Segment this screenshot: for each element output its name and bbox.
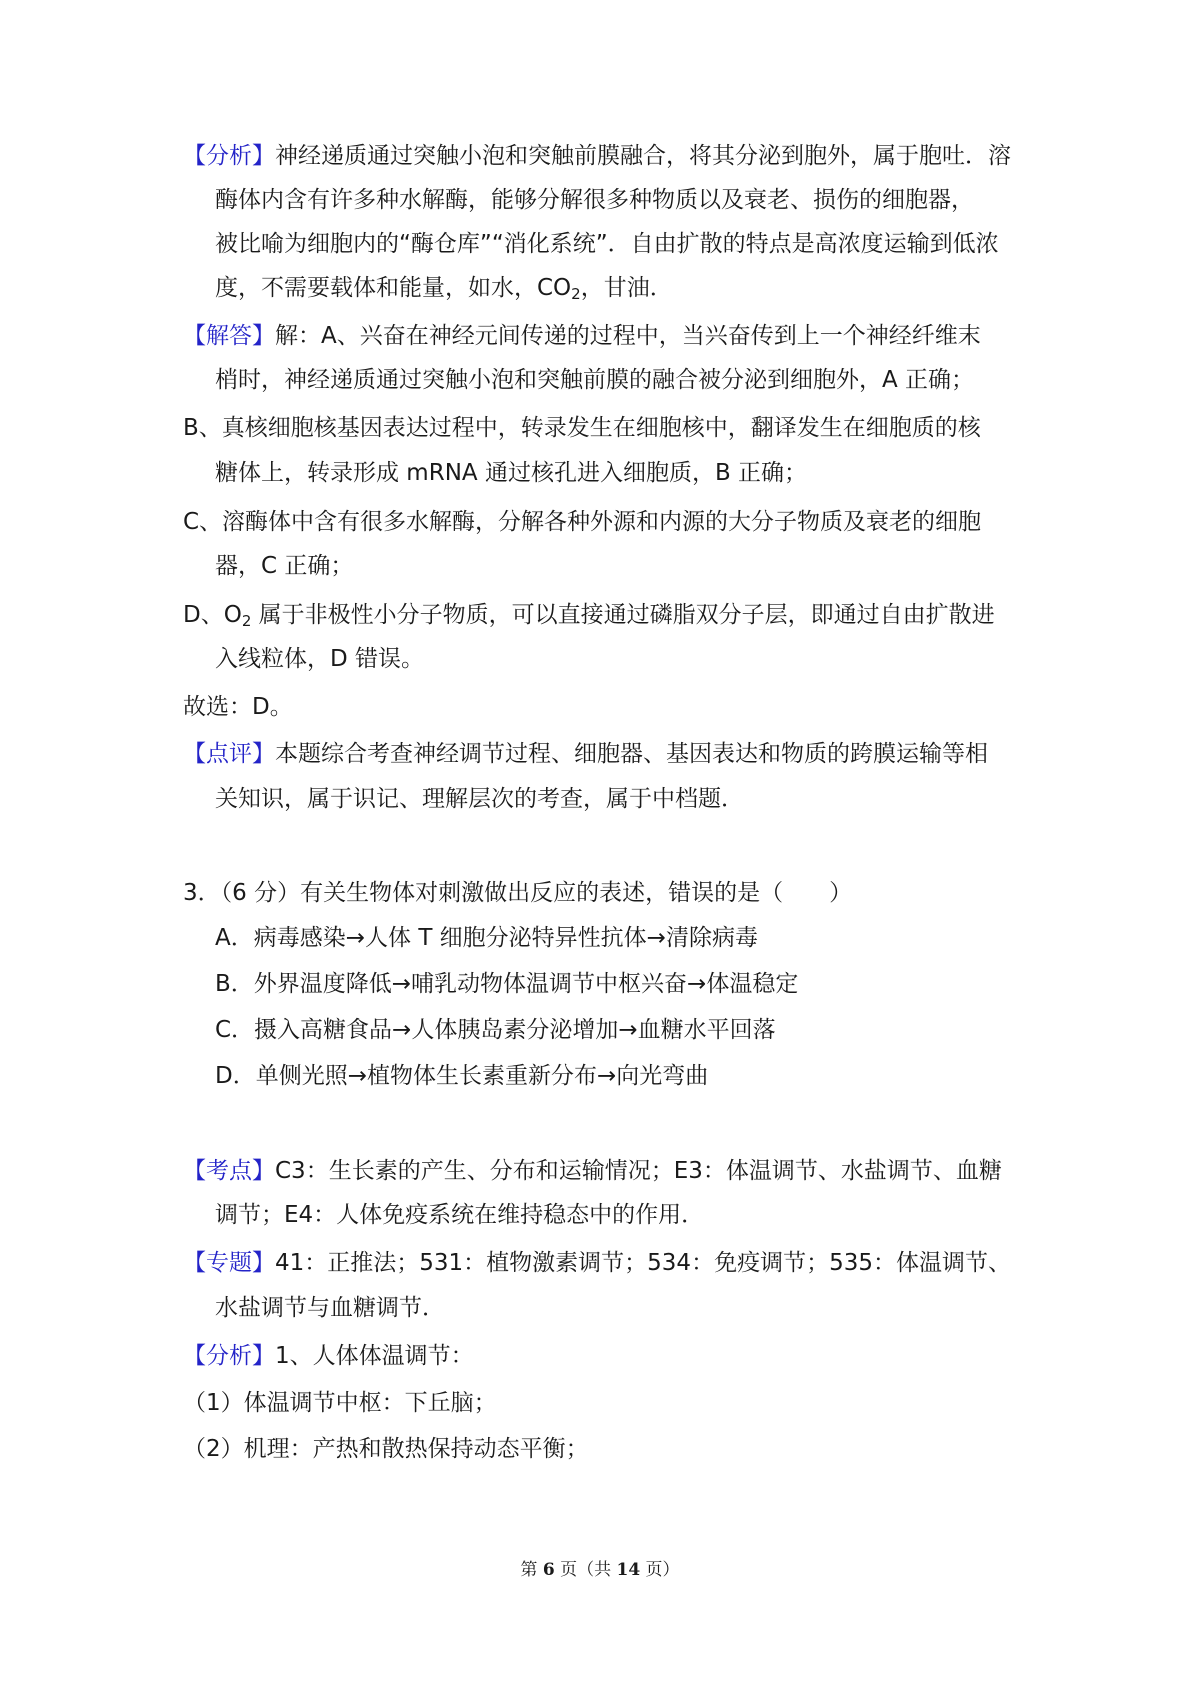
option-c-explain-line-1: C、溶酶体中含有很多水解酶，分解各种外源和内源的大分子物质及衰老的细胞 xyxy=(183,509,982,535)
question-3-option-a: A．病毒感染→人体 T 细胞分泌特异性抗体→清除病毒 xyxy=(215,925,758,951)
comment-line-2: 关知识，属于识记、理解层次的考查，属于中档题． xyxy=(215,786,744,812)
solution-line-1: 【解答】解：A、兴奋在神经元间传递的过程中，当兴奋传到上一个神经纤维末 xyxy=(183,323,981,349)
question-3-option-b: B．外界温度降低→哺乳动物体温调节中枢兴奋→体温稳定 xyxy=(215,971,799,997)
option-c-explain-line-2: 器，C 正确； xyxy=(215,553,354,579)
kaodian-line-2: 调节；E4：人体免疫系统在维持稳态中的作用． xyxy=(215,1202,705,1228)
solution-line-2: 梢时，神经递质通过突触小泡和突触前膜的融合被分泌到细胞外，A 正确； xyxy=(215,367,975,393)
analysis-line-4: 度，不需要载体和能量，如水，$CO_2$，甘油． xyxy=(215,275,673,303)
solution-tag: 【解答】 xyxy=(183,323,275,349)
fenxi-item-1: （1）体温调节中枢：下丘脑； xyxy=(183,1390,497,1416)
question-3-option-d: D．单侧光照→植物体生长素重新分布→向光弯曲 xyxy=(215,1063,709,1089)
comment-tag: 【点评】 xyxy=(183,741,275,767)
option-d-explain-line-2: 入线粒体，D 错误。 xyxy=(215,646,425,672)
kaodian-tag: 【考点】 xyxy=(183,1158,275,1184)
analysis-line-3: 被比喻为细胞内的“酶仓库”“消化系统”．自由扩散的特点是高浓度运输到低浓 xyxy=(215,231,999,257)
option-b-explain-line-2: 糖体上，转录形成 mRNA 通过核孔进入细胞质，B 正确； xyxy=(215,460,808,486)
option-d-explain-line-1: D、$O_2$ 属于非极性小分子物质，可以直接通过磷脂双分子层，即通过自由扩散进 xyxy=(183,602,995,630)
fenxi-line-1: 【分析】1、人体体温调节： xyxy=(183,1343,474,1369)
zhuanti-tag: 【专题】 xyxy=(183,1250,275,1276)
analysis-line-2: 酶体内含有许多种水解酶，能够分解很多种物质以及衰老、损伤的细胞器， xyxy=(215,187,974,213)
kaodian-line-1: 【考点】C3：生长素的产生、分布和运输情况；E3：体温调节、水盐调节、血糖 xyxy=(183,1158,1002,1184)
page-number: 6 xyxy=(542,1560,555,1580)
final-choice: 故选：D。 xyxy=(183,694,293,720)
comment-line-1: 【点评】本题综合考查神经调节过程、细胞器、基因表达和物质的跨膜运输等相 xyxy=(183,741,988,767)
analysis-tag: 【分析】 xyxy=(183,143,275,169)
fenxi-tag: 【分析】 xyxy=(183,1343,275,1369)
option-b-explain-line-1: B、真核细胞核基因表达过程中，转录发生在细胞核中，翻译发生在细胞质的核 xyxy=(183,415,981,441)
question-3-option-c: C．摄入高糖食品→人体胰岛素分泌增加→血糖水平回落 xyxy=(215,1017,776,1043)
analysis-line-1: 【分析】神经递质通过突触小泡和突触前膜融合，将其分泌到胞外，属于胞吐．溶 xyxy=(183,143,1011,169)
page-total: 14 xyxy=(616,1560,641,1580)
zhuanti-line-2: 水盐调节与血糖调节． xyxy=(215,1295,445,1321)
question-3-stem: 3．（6 分）有关生物体对刺激做出反应的表述，错误的是（ ） xyxy=(183,880,853,906)
page-footer: 第 6 页（共 14 页） xyxy=(520,1560,680,1580)
fenxi-item-2: （2）机理：产热和散热保持动态平衡； xyxy=(183,1436,589,1462)
zhuanti-line-1: 【专题】41：正推法；531：植物激素调节；534：免疫调节；535：体温调节、 xyxy=(183,1250,1011,1276)
